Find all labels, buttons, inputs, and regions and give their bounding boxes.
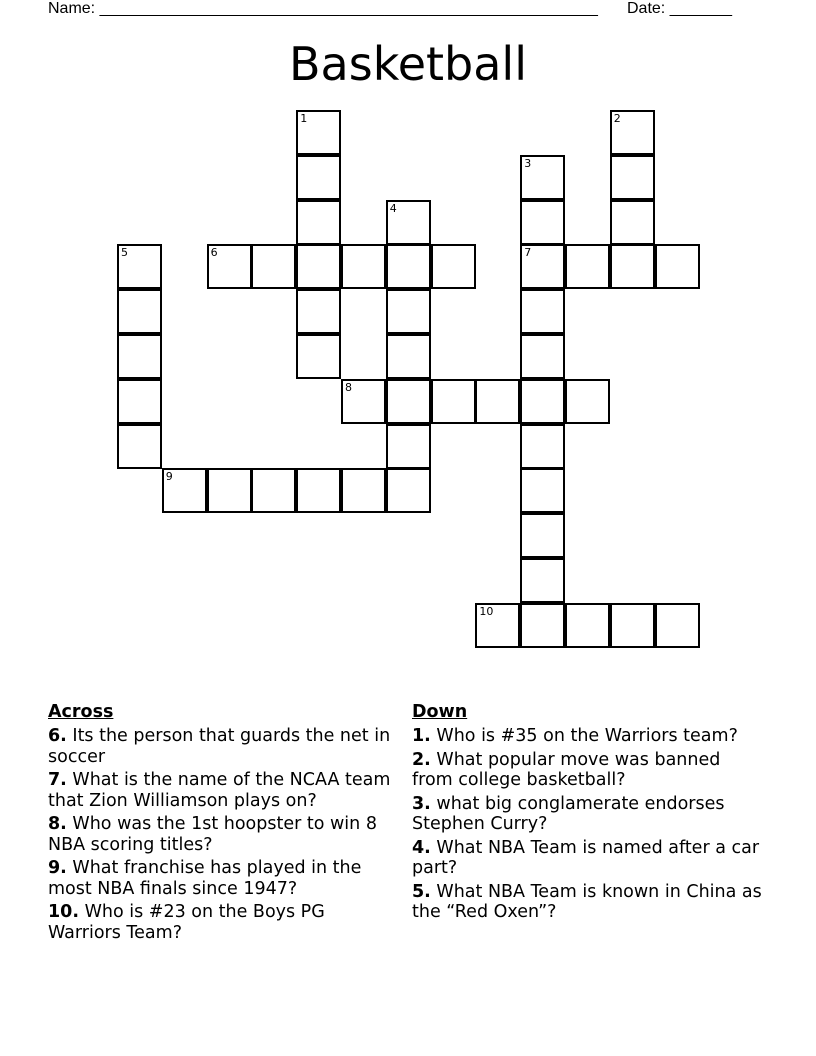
crossword-cell[interactable] [207,244,252,289]
crossword-cell[interactable] [341,468,386,513]
crossword-cell[interactable] [431,244,476,289]
clue-number: 2 [613,112,621,125]
crossword-cell[interactable] [520,603,565,648]
clue-down-4: 4. What NBA Team is named after a car part? [412,837,760,878]
clue-across-6: 6. Its the person that guards the net in soccer [48,726,391,767]
crossword-cell[interactable] [610,155,655,200]
down-heading: Down [412,702,468,722]
clue-number: 9 [165,470,173,484]
crossword-cell[interactable] [565,244,610,289]
crossword-cell[interactable] [565,379,610,424]
crossword-cell[interactable] [296,289,341,334]
clue-across-9: 9. What franchise has played in the most NBA finals since 1947? [48,858,362,899]
page-title: Basketball [289,37,527,91]
crossword-cell[interactable] [520,334,565,379]
crossword-cell[interactable] [565,603,610,648]
clue-number: 5 [121,246,128,260]
crossword-cell[interactable] [386,468,431,513]
clue-across-8: 8. Who was the 1st hoopster to win 8 NBA scoring titles? [48,814,377,855]
crossword-cell[interactable] [251,468,296,513]
crossword-cell[interactable] [117,244,162,289]
crossword-cell[interactable] [520,468,565,513]
crossword-cell[interactable] [117,379,162,424]
crossword-cell[interactable] [520,379,565,424]
clue-number: 8 [345,380,352,394]
crossword-cell[interactable] [386,289,431,334]
crossword-cell[interactable] [386,244,431,289]
clue-down-3: 3. what big conglamerate endorses Stephen Curry? [412,793,725,834]
crossword-cell[interactable] [162,468,207,513]
down-clues [412,701,762,926]
crossword-cell[interactable] [610,200,655,245]
crossword-cell[interactable] [296,155,341,200]
crossword-cell[interactable] [610,110,655,155]
clue-number: 7 [524,246,532,260]
clue-across-10: 10. Who is #23 on the Boys PG Warriors Team? [48,902,325,943]
crossword-cell[interactable] [386,334,431,379]
crossword-cell[interactable] [520,155,565,200]
crossword-cell[interactable] [475,379,520,424]
clue-number: 3 [524,156,532,170]
crossword-cell[interactable] [251,244,296,289]
clue-number: 10 [479,604,494,618]
crossword-cell[interactable] [386,200,431,245]
crossword-cell[interactable] [117,289,162,334]
name-field-label: Name: ________________________________________________________ [48,0,598,17]
crossword-cell[interactable] [475,603,520,648]
crossword-cell[interactable] [610,244,655,289]
crossword-cell[interactable] [520,289,565,334]
crossword-cell[interactable] [386,379,431,424]
crossword-cell[interactable] [610,603,655,648]
date-field-label: Date: _______ [627,0,732,17]
across-clues [48,701,398,946]
crossword-cell[interactable] [520,200,565,245]
crossword-cell[interactable] [207,468,252,513]
crossword-cell[interactable] [520,513,565,558]
crossword-cell[interactable] [296,468,341,513]
crossword-cell[interactable] [117,424,162,469]
crossword-cell[interactable] [520,558,565,603]
crossword-cell[interactable] [520,424,565,469]
clue-number: 4 [389,201,397,215]
clue-number: 6 [210,246,218,260]
crossword-cell[interactable] [296,110,341,155]
crossword-cell[interactable] [296,244,341,289]
across-heading: Across [48,702,114,722]
crossword-cell[interactable] [386,424,431,469]
crossword-cell[interactable] [296,200,341,245]
clue-across-7: 7. What is the name of the NCAA team that Zion Williamson plays on? [48,770,391,811]
clue-down-5: 5. What NBA Team is known in China as the “Red Oxen”? [412,881,762,922]
crossword-cell[interactable] [520,244,565,289]
crossword-cell[interactable] [655,244,700,289]
clue-down-2: 2. What popular move was banned from college basketball? [412,749,721,790]
crossword-cell[interactable] [296,334,341,379]
crossword-cell[interactable] [117,334,162,379]
crossword-cell[interactable] [341,379,386,424]
crossword-cell[interactable] [431,379,476,424]
clue-number: 1 [300,112,308,125]
clue-down-1: 1. Who is #35 on the Warriors team? [412,726,738,746]
crossword-cell[interactable] [341,244,386,289]
crossword-cell[interactable] [655,603,700,648]
